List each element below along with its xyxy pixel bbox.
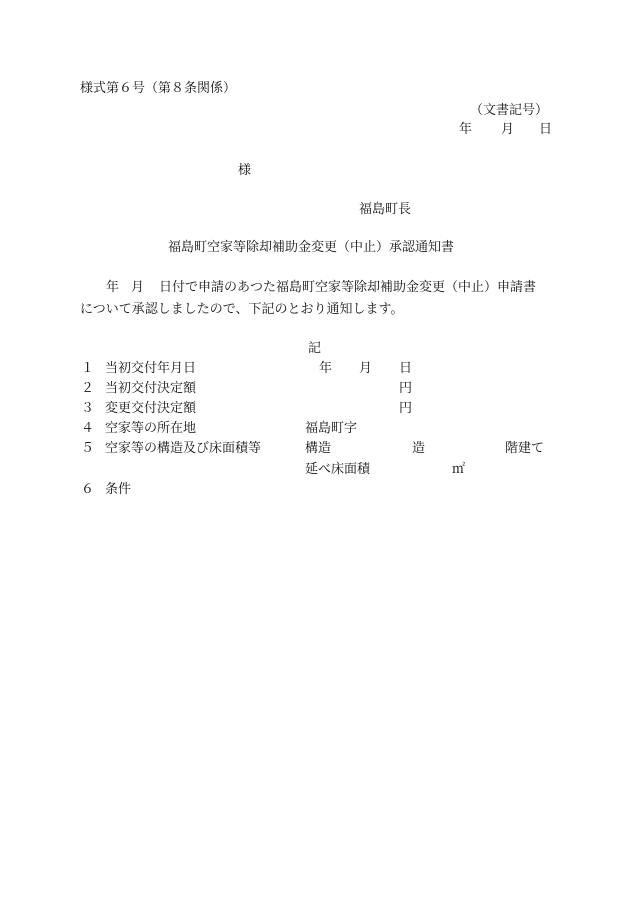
item-label: 当初交付決定額 [105, 381, 197, 396]
item-number: ６ [81, 482, 95, 497]
item-month: 月 [359, 361, 373, 376]
item-label: 空家等の所在地 [105, 421, 197, 436]
body-line2: について承認しましたので、下記のとおり通知します。 [80, 302, 404, 317]
item-number: ３ [81, 401, 95, 416]
item-zo: 造 [412, 441, 426, 456]
document-title: 福島町空家等除却補助金変更（中止）承認通知書 [168, 240, 455, 255]
item-number: １ [81, 361, 95, 376]
item-year: 年 [319, 361, 333, 376]
item-structure: 構造 [305, 441, 332, 456]
item-label: 条件 [105, 482, 132, 497]
item-day: 日 [399, 361, 413, 376]
item-area-unit: ㎡ [452, 462, 466, 477]
date-month: 月 [501, 122, 515, 137]
date-year: 年 [459, 122, 473, 137]
form-number: 様式第６号（第８条関係） [80, 81, 237, 96]
item-unit: 円 [399, 401, 413, 416]
item-label: 空家等の構造及び床面積等 [105, 441, 262, 456]
ki-heading: 記 [308, 341, 322, 356]
item-floors: 階建て [505, 441, 545, 456]
item-number: ２ [81, 381, 95, 396]
body-month: 月 [131, 280, 145, 295]
date-day: 日 [539, 122, 553, 137]
body-year: 年 [106, 280, 120, 295]
item-number: ４ [81, 421, 95, 436]
issuer: 福島町長 [359, 202, 412, 217]
document-code: （文書記号） [469, 103, 548, 118]
item-number: ５ [81, 441, 95, 456]
item-label: 変更交付決定額 [105, 401, 197, 416]
item-value: 福島町字 [305, 421, 358, 436]
body-rest: 日付で申請のあつた福島町空家等除却補助金変更（中止）申請書 [159, 280, 537, 295]
item-label: 当初交付年月日 [105, 361, 197, 376]
item-unit: 円 [399, 381, 413, 396]
item-floor-area: 延べ床面積 [305, 462, 371, 477]
addressee-suffix: 様 [238, 163, 252, 178]
